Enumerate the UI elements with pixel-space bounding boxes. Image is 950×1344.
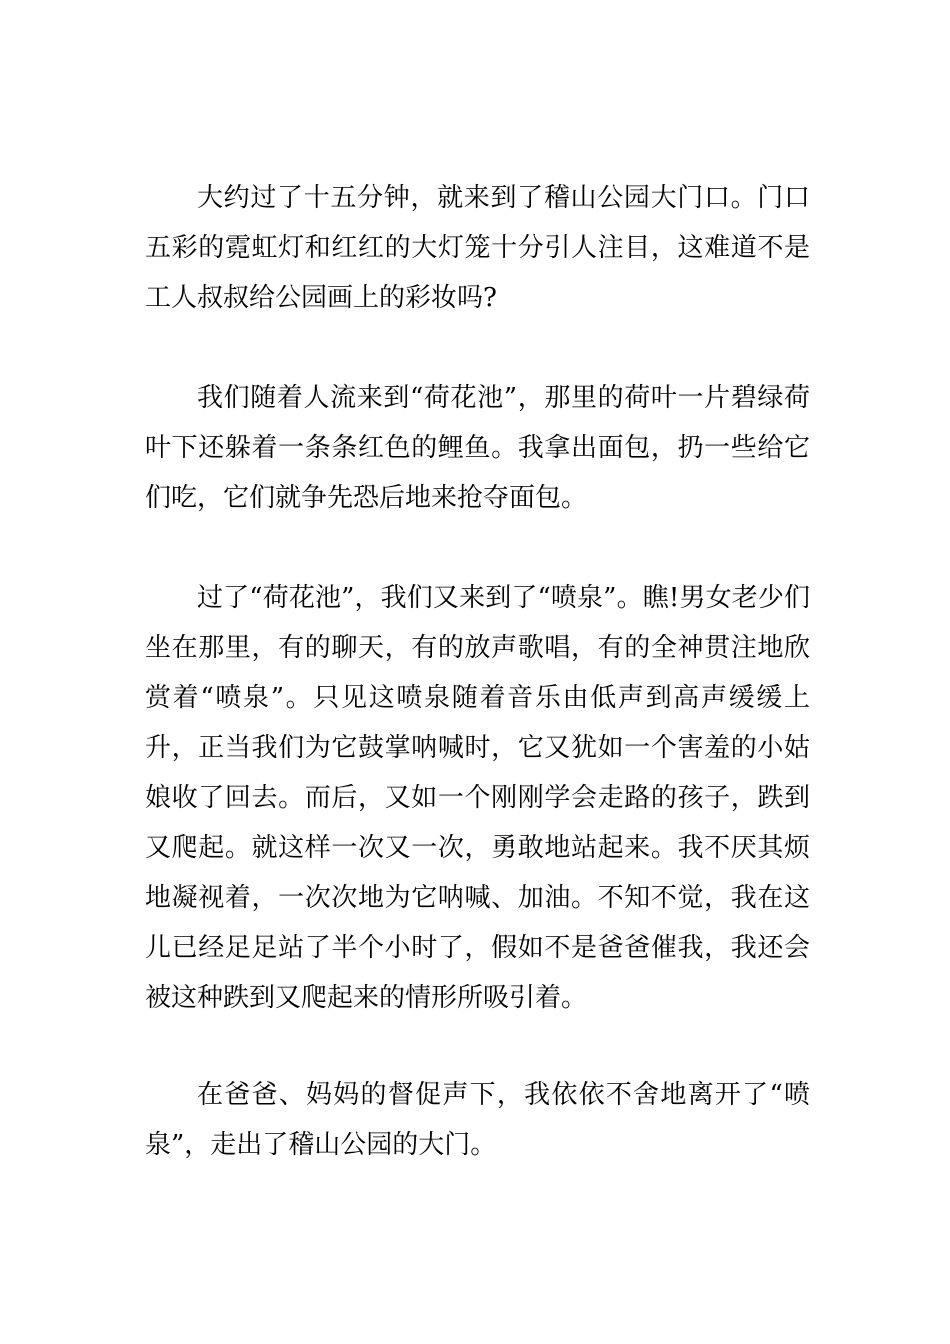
paragraph-fountain: 过了“荷花池”，我们又来到了“喷泉”。瞧!男女老少们坐在那里，有的聊天，有的放声歌唱，有的全神贯注地欣赏着“喷泉”。只见这喷泉随着音乐由低声到高声缓缓上升，正当我们为它鼓掌呐喊时，它又犹如一个害羞的小姑娘收了回去。而后，又如一个刚刚学会走路的孩子，跌到又爬起。就这样一次又一次，勇敢地站起来。我不厌其烦地凝视着，一次次地为它呐喊、加油。不知不觉，我在这儿已经足足站了半个小时了，假如不是爸爸催我，我还会被这种跌到又爬起来的情形所吸引着。 xyxy=(145,583,810,1013)
paragraph-park-gate: 大约过了十五分钟，就来到了稽山公园大门口。门口五彩的霓虹灯和红红的大灯笼十分引人注目，这难道不是工人叔叔给公园画上的彩妆吗? xyxy=(145,183,810,313)
paragraph-leaving: 在爸爸、妈妈的督促声下，我依依不舍地离开了“喷泉”，走出了稽山公园的大门。 xyxy=(145,1080,810,1160)
paragraph-lotus-pond: 我们随着人流来到“荷花池”，那里的荷叶一片碧绿荷叶下还躲着一条条红色的鲤鱼。我拿出面包，扔一些给它们吃，它们就争先恐后地来抢夺面包。 xyxy=(145,383,810,513)
